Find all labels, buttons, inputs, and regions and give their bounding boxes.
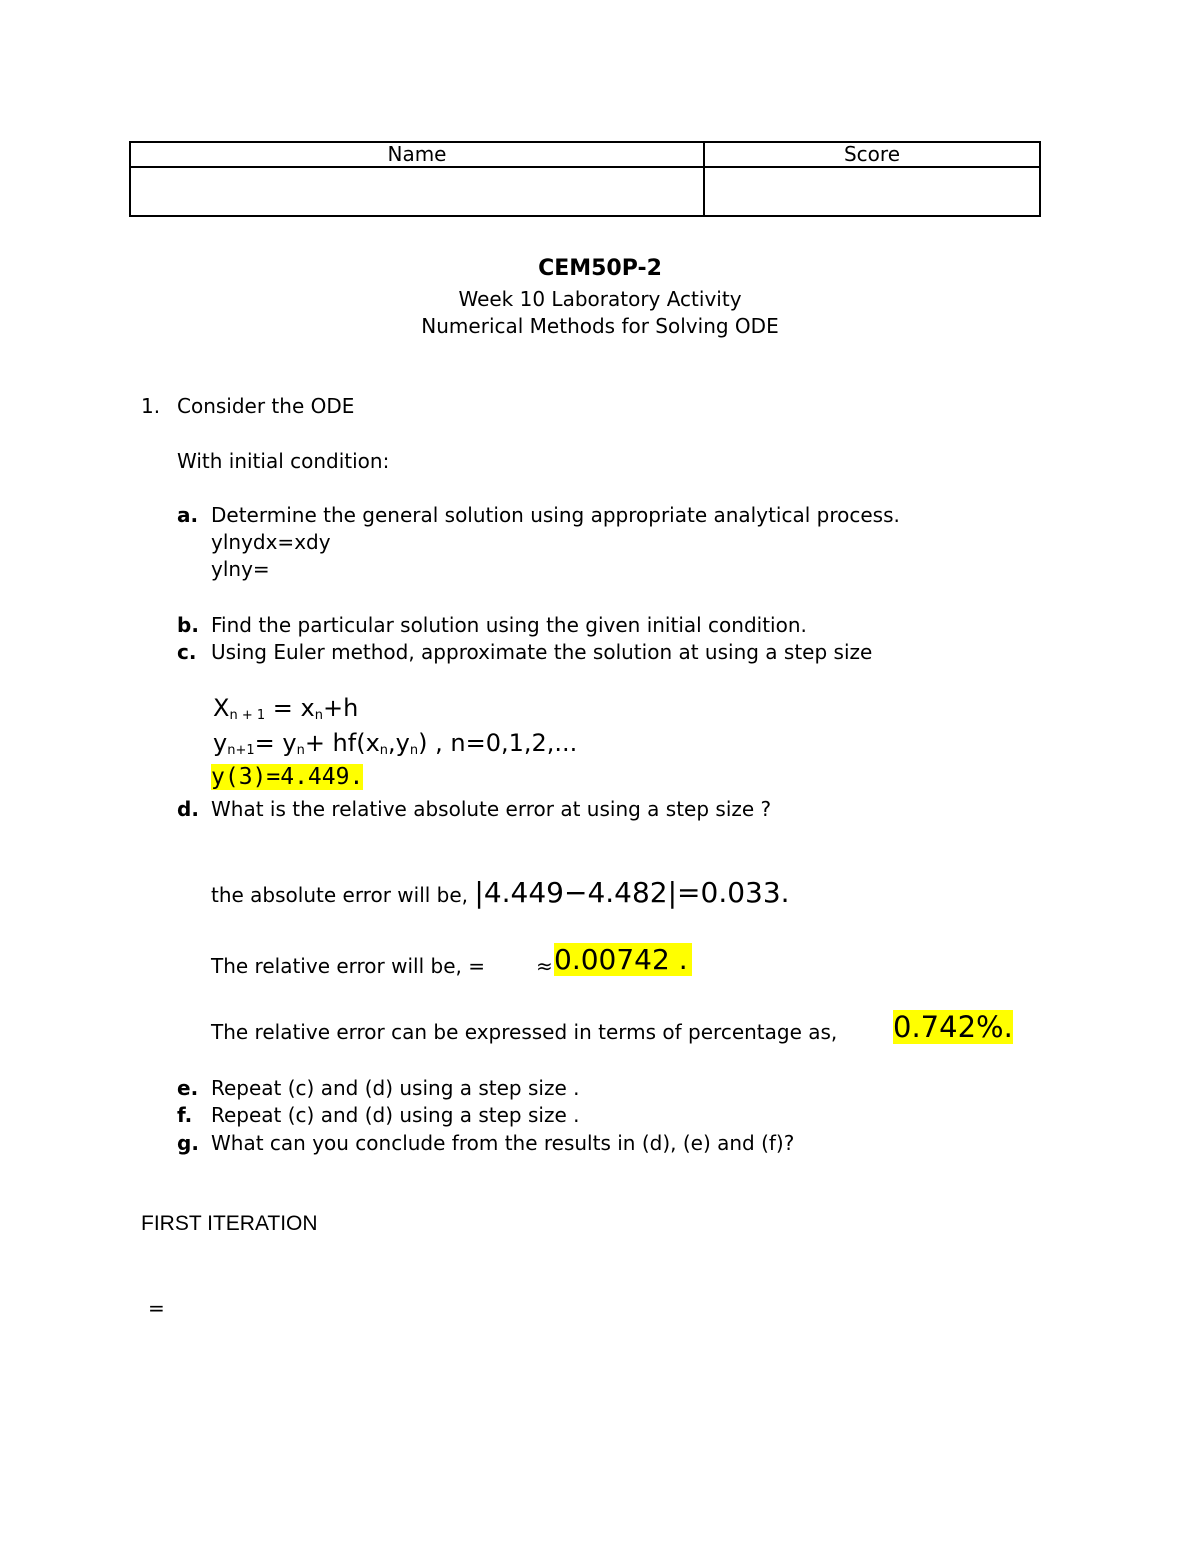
item-a-label: a. <box>177 503 199 527</box>
item-f-label: f. <box>177 1103 193 1127</box>
percent-error-value: 0.742%. <box>893 1010 1013 1044</box>
item-c-label: c. <box>177 640 197 664</box>
item-g-text: What can you conclude from the results in (d), (e) and (f)? <box>211 1131 795 1155</box>
item-b-text: Find the particular solution using the given initial condition. <box>211 613 807 637</box>
item-c-text: Using Euler method, approximate the solution at using a step size <box>211 640 873 664</box>
q1-number: 1. <box>141 394 161 418</box>
doc-title: CEM50P-2 <box>538 256 662 281</box>
q1-initial-condition: With initial condition: <box>177 449 390 473</box>
approx-symbol: ≈ <box>536 954 553 978</box>
item-d-label: d. <box>177 797 199 821</box>
item-e-text: Repeat (c) and (d) using a step size . <box>211 1076 580 1100</box>
item-a-text: Determine the general solution using appropriate analytical process. <box>211 503 900 527</box>
name-cell[interactable] <box>130 167 704 216</box>
doc-subtitle-topic: Numerical Methods for Solving ODE <box>421 314 779 338</box>
relative-error-prefix: The relative error will be, = <box>211 954 485 978</box>
item-b-label: b. <box>177 613 199 637</box>
euler-result: y(3)=4.449. <box>211 764 364 790</box>
q1-text: Consider the ODE <box>177 394 355 418</box>
first-iteration-heading: FIRST ITERATION <box>141 1212 318 1235</box>
name-score-table <box>129 141 1041 217</box>
doc-subtitle-week: Week 10 Laboratory Activity <box>458 287 742 311</box>
relative-error-value: 0.00742 . <box>554 943 692 976</box>
equals-sign: = <box>148 1296 165 1320</box>
absolute-error-line: the absolute error will be, |4.449−4.482|=0.033. <box>211 876 790 909</box>
score-cell[interactable] <box>704 167 1040 216</box>
euler-y-equation: $y_{n+1}= y_n+ hf(x_n,y_n)$ , n=0,1,2,... <box>213 729 578 758</box>
item-g-label: g. <box>177 1131 199 1155</box>
item-a-line2: ylny= <box>211 557 270 581</box>
euler-x-equation: $X_{n + 1} = x_n+h$ <box>213 694 359 723</box>
item-f-text: Repeat (c) and (d) using a step size . <box>211 1103 580 1127</box>
item-e-label: e. <box>177 1076 199 1100</box>
item-d-text: What is the relative absolute error at using a step size ? <box>211 797 772 821</box>
absolute-error-value: |4.449−4.482|=0.033. <box>474 876 790 909</box>
item-a-line1: ylnydx=xdy <box>211 530 331 554</box>
percent-error-prefix: The relative error can be expressed in terms of percentage as, <box>211 1020 838 1044</box>
score-header: Score <box>704 142 1040 167</box>
name-header: Name <box>130 142 704 167</box>
